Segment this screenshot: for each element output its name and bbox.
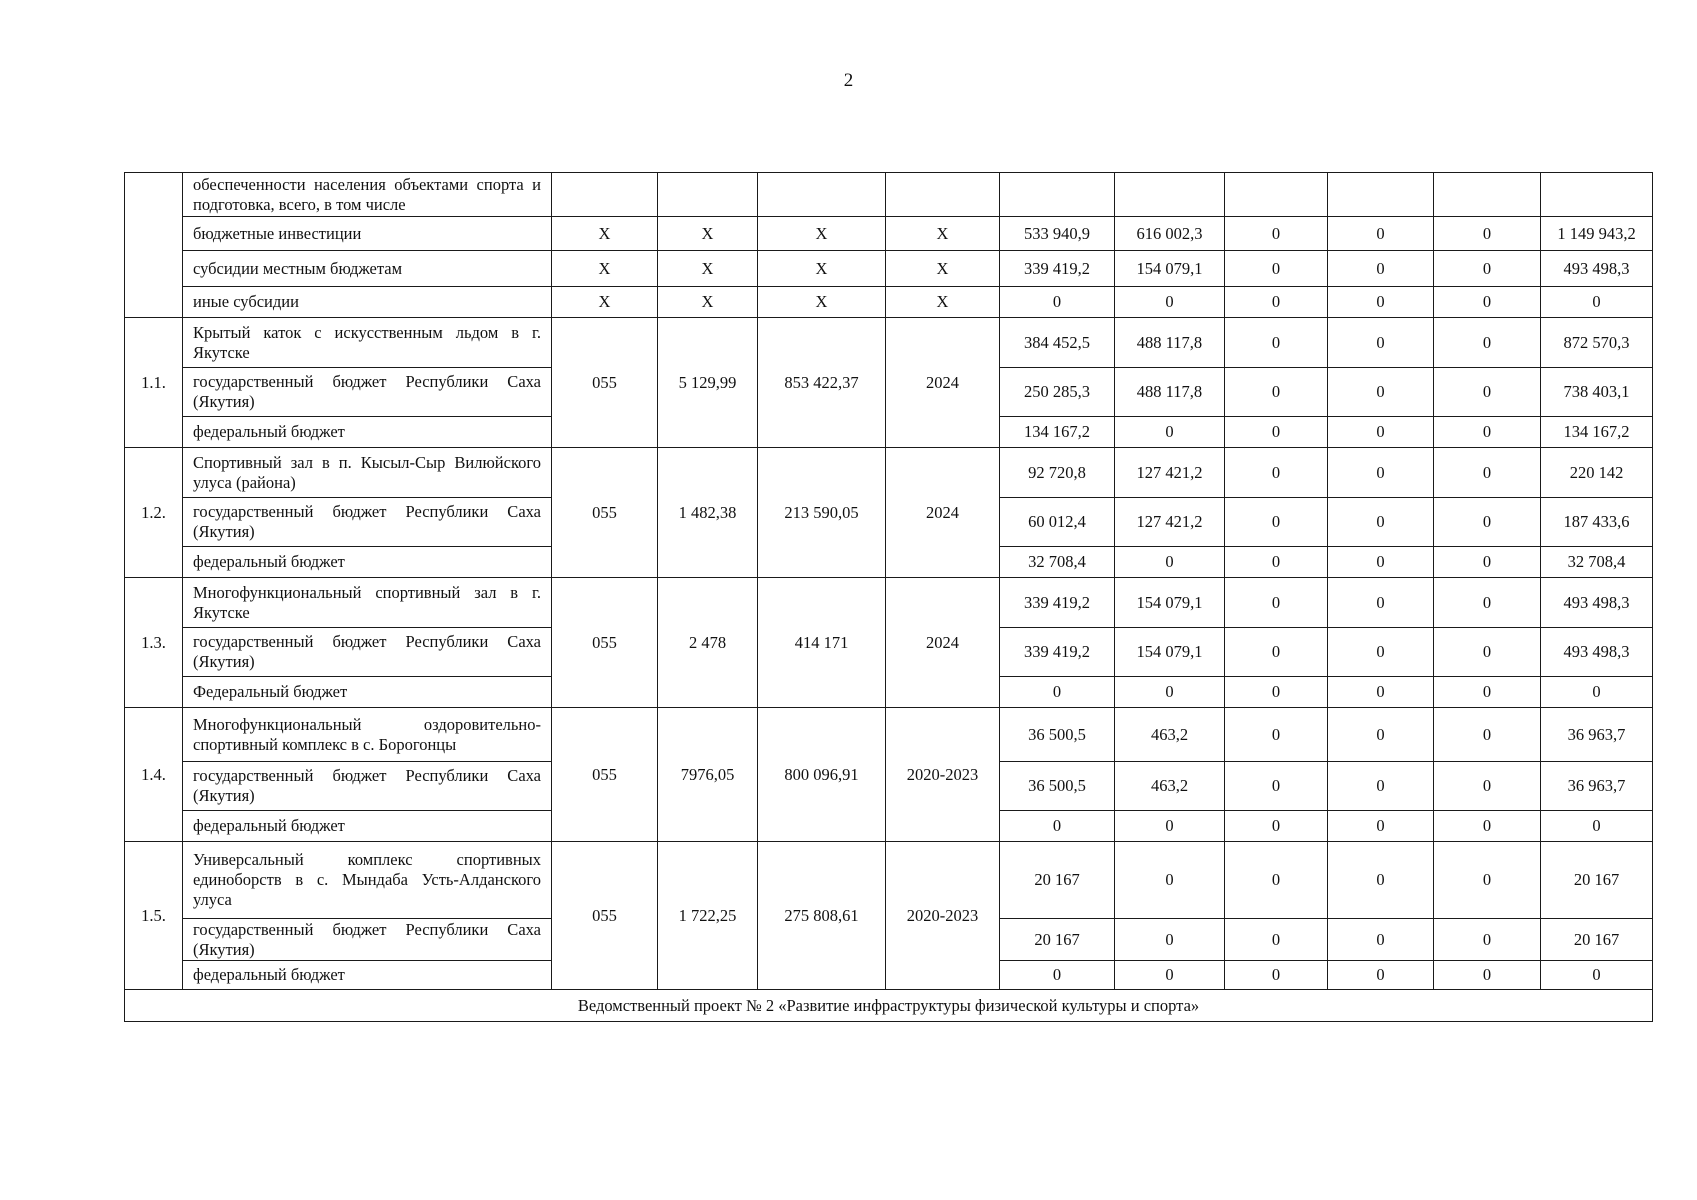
value-cell: 0: [1225, 811, 1328, 842]
item-number: 1.2.: [125, 448, 183, 578]
item-number: 1.4.: [125, 708, 183, 842]
item-number: 1.1.: [125, 318, 183, 448]
value-cell: 0: [1541, 811, 1653, 842]
value-cell: 0: [1328, 762, 1434, 811]
value-cell: 0: [1225, 842, 1328, 919]
value-cell: 0: [1328, 287, 1434, 318]
empty-cell: [758, 173, 886, 217]
value-cell: 36 500,5: [1000, 762, 1115, 811]
value-cell: 493 498,3: [1541, 251, 1653, 287]
value-cell: 0: [1225, 919, 1328, 961]
value-cell: 488 117,8: [1115, 318, 1225, 368]
value-cell: 384 452,5: [1000, 318, 1115, 368]
value-cell: 0: [1115, 417, 1225, 448]
value-cell: 463,2: [1115, 708, 1225, 762]
value-cell: 0: [1328, 318, 1434, 368]
value-cell: 533 940,9: [1000, 217, 1115, 251]
item-sublabel: федеральный бюджет: [183, 961, 552, 990]
value-cell: 0: [1434, 811, 1541, 842]
value-cell: 0: [1328, 368, 1434, 417]
item-title: Универсальный комплекс спортивных единоборств в с. Мындаба Усть-Алданского улуса: [183, 842, 552, 919]
x-mark: X: [658, 251, 758, 287]
value-cell: 127 421,2: [1115, 448, 1225, 498]
value-cell: 0: [1434, 287, 1541, 318]
empty-cell: [1328, 173, 1434, 217]
value-cell: 0: [1328, 961, 1434, 990]
item-title: Многофункциональный оздоровительно-спортивный комплекс в с. Борогонцы: [183, 708, 552, 762]
group-title: обеспеченности населения объектами спорта и подготовка, всего, в том числе: [183, 173, 552, 217]
value-cell: 0: [1328, 628, 1434, 677]
item-cost: 213 590,05: [758, 448, 886, 578]
item-code: 055: [552, 842, 658, 990]
value-cell: 0: [1434, 677, 1541, 708]
value-cell: 0: [1434, 708, 1541, 762]
item-area: 7976,05: [658, 708, 758, 842]
value-cell: 0: [1225, 417, 1328, 448]
row-label: субсидии местным бюджетам: [183, 251, 552, 287]
value-cell: 92 720,8: [1000, 448, 1115, 498]
value-cell: 0: [1225, 708, 1328, 762]
empty-cell: [886, 173, 1000, 217]
value-cell: 738 403,1: [1541, 368, 1653, 417]
item-period: 2020-2023: [886, 842, 1000, 990]
item-area: 1 722,25: [658, 842, 758, 990]
footer-row: [125, 990, 1653, 1022]
value-cell: 0: [1328, 708, 1434, 762]
value-cell: 0: [1434, 318, 1541, 368]
value-cell: 36 963,7: [1541, 762, 1653, 811]
empty-cell: [658, 173, 758, 217]
item-period: 2024: [886, 578, 1000, 708]
value-cell: 0: [1434, 448, 1541, 498]
item-code: 055: [552, 708, 658, 842]
value-cell: 20 167: [1541, 842, 1653, 919]
item-title-row: [125, 318, 1653, 368]
item-sublabel: федеральный бюджет: [183, 417, 552, 448]
value-cell: 0: [1434, 217, 1541, 251]
value-cell: 0: [1434, 578, 1541, 628]
x-mark: X: [886, 251, 1000, 287]
item-title: Спортивный зал в п. Кысыл-Сыр Вилюйского улуса (района): [183, 448, 552, 498]
item-number: 1.3.: [125, 578, 183, 708]
x-mark: X: [758, 287, 886, 318]
x-mark: X: [658, 287, 758, 318]
budget-table: [124, 172, 1653, 1022]
value-cell: 0: [1225, 217, 1328, 251]
item-sublabel: федеральный бюджет: [183, 811, 552, 842]
value-cell: 0: [1328, 251, 1434, 287]
x-mark: X: [552, 217, 658, 251]
empty-cell: [1000, 173, 1115, 217]
group-row: [125, 251, 1653, 287]
value-cell: 0: [1434, 919, 1541, 961]
value-cell: 0: [1434, 368, 1541, 417]
value-cell: 134 167,2: [1541, 417, 1653, 448]
value-cell: 872 570,3: [1541, 318, 1653, 368]
value-cell: 0: [1328, 677, 1434, 708]
value-cell: 32 708,4: [1000, 547, 1115, 578]
item-code: 055: [552, 318, 658, 448]
value-cell: 0: [1434, 498, 1541, 547]
value-cell: 154 079,1: [1115, 578, 1225, 628]
value-cell: 0: [1225, 547, 1328, 578]
value-cell: 0: [1328, 842, 1434, 919]
value-cell: 0: [1225, 287, 1328, 318]
value-cell: 0: [1115, 547, 1225, 578]
value-cell: 0: [1115, 961, 1225, 990]
item-sublabel: государственный бюджет Республики Саха (Якутия): [183, 498, 552, 547]
value-cell: 127 421,2: [1115, 498, 1225, 547]
value-cell: 60 012,4: [1000, 498, 1115, 547]
value-cell: 0: [1225, 628, 1328, 677]
item-sublabel: федеральный бюджет: [183, 547, 552, 578]
x-mark: X: [758, 217, 886, 251]
value-cell: 0: [1328, 578, 1434, 628]
value-cell: 0: [1328, 448, 1434, 498]
value-cell: 20 167: [1541, 919, 1653, 961]
item-title-row: [125, 708, 1653, 762]
item-period: 2020-2023: [886, 708, 1000, 842]
value-cell: 20 167: [1000, 842, 1115, 919]
group-row: [125, 217, 1653, 251]
group-row: [125, 287, 1653, 318]
item-title-row: [125, 448, 1653, 498]
value-cell: 0: [1115, 919, 1225, 961]
x-mark: X: [658, 217, 758, 251]
item-sublabel: Федеральный бюджет: [183, 677, 552, 708]
value-cell: 36 963,7: [1541, 708, 1653, 762]
empty-cell: [1434, 173, 1541, 217]
x-mark: X: [552, 287, 658, 318]
value-cell: 0: [1000, 287, 1115, 318]
value-cell: 250 285,3: [1000, 368, 1115, 417]
item-sublabel: государственный бюджет Республики Саха (Якутия): [183, 919, 552, 961]
row-label: бюджетные инвестиции: [183, 217, 552, 251]
item-period: 2024: [886, 318, 1000, 448]
value-cell: 0: [1225, 762, 1328, 811]
empty-cell: [1541, 173, 1653, 217]
value-cell: 0: [1328, 919, 1434, 961]
value-cell: 36 500,5: [1000, 708, 1115, 762]
value-cell: 0: [1434, 251, 1541, 287]
item-sublabel: государственный бюджет Республики Саха (Якутия): [183, 762, 552, 811]
value-cell: 0: [1225, 578, 1328, 628]
x-mark: X: [886, 287, 1000, 318]
value-cell: 0: [1434, 547, 1541, 578]
item-sublabel: государственный бюджет Республики Саха (Якутия): [183, 628, 552, 677]
value-cell: 0: [1000, 961, 1115, 990]
empty-cell: [1225, 173, 1328, 217]
value-cell: 0: [1434, 961, 1541, 990]
row-label: иные субсидии: [183, 287, 552, 318]
item-title: Крытый каток с искусственным льдом в г. Якутске: [183, 318, 552, 368]
value-cell: 0: [1328, 217, 1434, 251]
value-cell: 0: [1225, 961, 1328, 990]
item-cost: 414 171: [758, 578, 886, 708]
item-code: 055: [552, 578, 658, 708]
value-cell: 1 149 943,2: [1541, 217, 1653, 251]
item-sublabel: государственный бюджет Республики Саха (Якутия): [183, 368, 552, 417]
group-header-row: [125, 173, 1653, 217]
item-area: 1 482,38: [658, 448, 758, 578]
value-cell: 339 419,2: [1000, 578, 1115, 628]
item-cost: 800 096,91: [758, 708, 886, 842]
empty-cell: [1115, 173, 1225, 217]
value-cell: 0: [1000, 677, 1115, 708]
section-caption: Ведомственный проект № 2 «Развитие инфраструктуры физической культуры и спорта»: [125, 990, 1653, 1022]
value-cell: 0: [1434, 417, 1541, 448]
item-number: 1.5.: [125, 842, 183, 990]
value-cell: 0: [1115, 287, 1225, 318]
value-cell: 0: [1225, 448, 1328, 498]
number-cell: [125, 173, 183, 318]
value-cell: 0: [1434, 628, 1541, 677]
value-cell: 187 433,6: [1541, 498, 1653, 547]
value-cell: 488 117,8: [1115, 368, 1225, 417]
value-cell: 0: [1328, 811, 1434, 842]
item-title: Многофункциональный спортивный зал в г. Якутске: [183, 578, 552, 628]
item-area: 2 478: [658, 578, 758, 708]
value-cell: 32 708,4: [1541, 547, 1653, 578]
value-cell: 134 167,2: [1000, 417, 1115, 448]
value-cell: 339 419,2: [1000, 251, 1115, 287]
value-cell: 616 002,3: [1115, 217, 1225, 251]
page-number: 2: [843, 70, 854, 91]
value-cell: 0: [1434, 762, 1541, 811]
value-cell: 0: [1541, 287, 1653, 318]
value-cell: 0: [1225, 251, 1328, 287]
item-cost: 275 808,61: [758, 842, 886, 990]
value-cell: 493 498,3: [1541, 578, 1653, 628]
value-cell: 0: [1541, 677, 1653, 708]
value-cell: 0: [1225, 368, 1328, 417]
item-cost: 853 422,37: [758, 318, 886, 448]
value-cell: 339 419,2: [1000, 628, 1115, 677]
value-cell: 463,2: [1115, 762, 1225, 811]
value-cell: 20 167: [1000, 919, 1115, 961]
empty-cell: [552, 173, 658, 217]
value-cell: 154 079,1: [1115, 251, 1225, 287]
value-cell: 0: [1434, 842, 1541, 919]
value-cell: 0: [1328, 417, 1434, 448]
item-code: 055: [552, 448, 658, 578]
x-mark: X: [758, 251, 886, 287]
item-title-row: [125, 578, 1653, 628]
x-mark: X: [886, 217, 1000, 251]
value-cell: 0: [1000, 811, 1115, 842]
value-cell: 0: [1328, 547, 1434, 578]
value-cell: 0: [1328, 498, 1434, 547]
x-mark: X: [552, 251, 658, 287]
value-cell: 0: [1115, 842, 1225, 919]
item-period: 2024: [886, 448, 1000, 578]
value-cell: 0: [1115, 677, 1225, 708]
value-cell: 0: [1225, 677, 1328, 708]
value-cell: 0: [1225, 318, 1328, 368]
value-cell: 0: [1225, 498, 1328, 547]
value-cell: 0: [1115, 811, 1225, 842]
value-cell: 154 079,1: [1115, 628, 1225, 677]
item-area: 5 129,99: [658, 318, 758, 448]
item-title-row: [125, 842, 1653, 919]
value-cell: 220 142: [1541, 448, 1653, 498]
value-cell: 493 498,3: [1541, 628, 1653, 677]
value-cell: 0: [1541, 961, 1653, 990]
